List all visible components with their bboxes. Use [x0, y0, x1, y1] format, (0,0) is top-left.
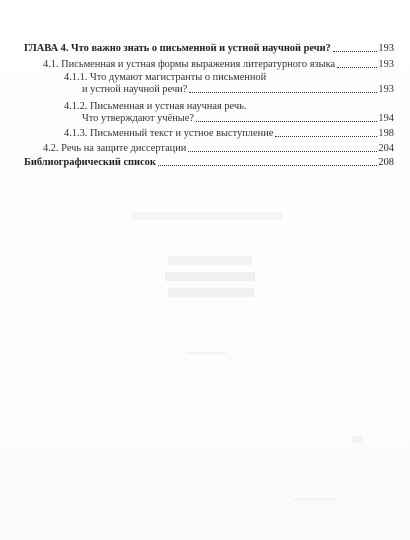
toc-entry-4-1-3 [64, 128, 394, 139]
dot-leader [337, 67, 377, 68]
toc-entry-4-1-1-line1: 4.1.1. Что думают магистранты о письменной [64, 72, 267, 83]
toc-entry-4-1 [43, 59, 394, 70]
bleed-through-mark [168, 256, 252, 265]
bleed-through-mark [186, 352, 226, 354]
toc-entry-4-1-2 [82, 113, 394, 124]
toc-entry-title: и устной научной речи? [82, 84, 188, 95]
toc-entry-page: 194 [378, 113, 394, 124]
bleed-through-mark [168, 288, 254, 297]
toc-entry-page: 204 [378, 143, 394, 154]
toc-entry-4-1-2-line1: 4.1.2. Письменная и устная научная речь. [64, 101, 247, 112]
dot-leader [275, 136, 377, 137]
toc-entry-title: ГЛАВА 4. Что важно знать о письменной и устной научной речи? [24, 43, 331, 54]
toc-entry-title: 4.1. Письменная и устная формы выражения литературного языка [43, 59, 336, 70]
toc-entry-title: Библиографический список [24, 157, 156, 168]
dot-leader [333, 51, 378, 52]
toc-entry-title: 4.1.3. Письменный текст и устное выступление [64, 128, 274, 139]
toc-entry-title: Что утверждают учёные? [82, 113, 194, 124]
toc-entry-page: 198 [378, 128, 394, 139]
toc-entry-bibliography [24, 157, 394, 168]
toc-entry-chapter-4 [24, 43, 394, 54]
toc-entry-page: 208 [378, 157, 394, 168]
bleed-through-mark [292, 498, 338, 500]
toc-entry-4-2 [43, 143, 394, 154]
toc-entry-page: 193 [378, 84, 394, 95]
dot-leader [189, 92, 377, 93]
toc-entry-page: 193 [378, 59, 394, 70]
dot-leader [158, 165, 378, 166]
bleed-through-mark [132, 212, 282, 220]
toc-entry-4-1-1 [82, 84, 394, 95]
toc-entry-title: 4.2. Речь на защите диссертации [43, 143, 187, 154]
dot-leader [188, 151, 377, 152]
bleed-through-mark [352, 436, 362, 443]
dot-leader [196, 121, 377, 122]
bleed-through-mark [165, 272, 255, 281]
toc-entry-page: 193 [378, 43, 394, 54]
